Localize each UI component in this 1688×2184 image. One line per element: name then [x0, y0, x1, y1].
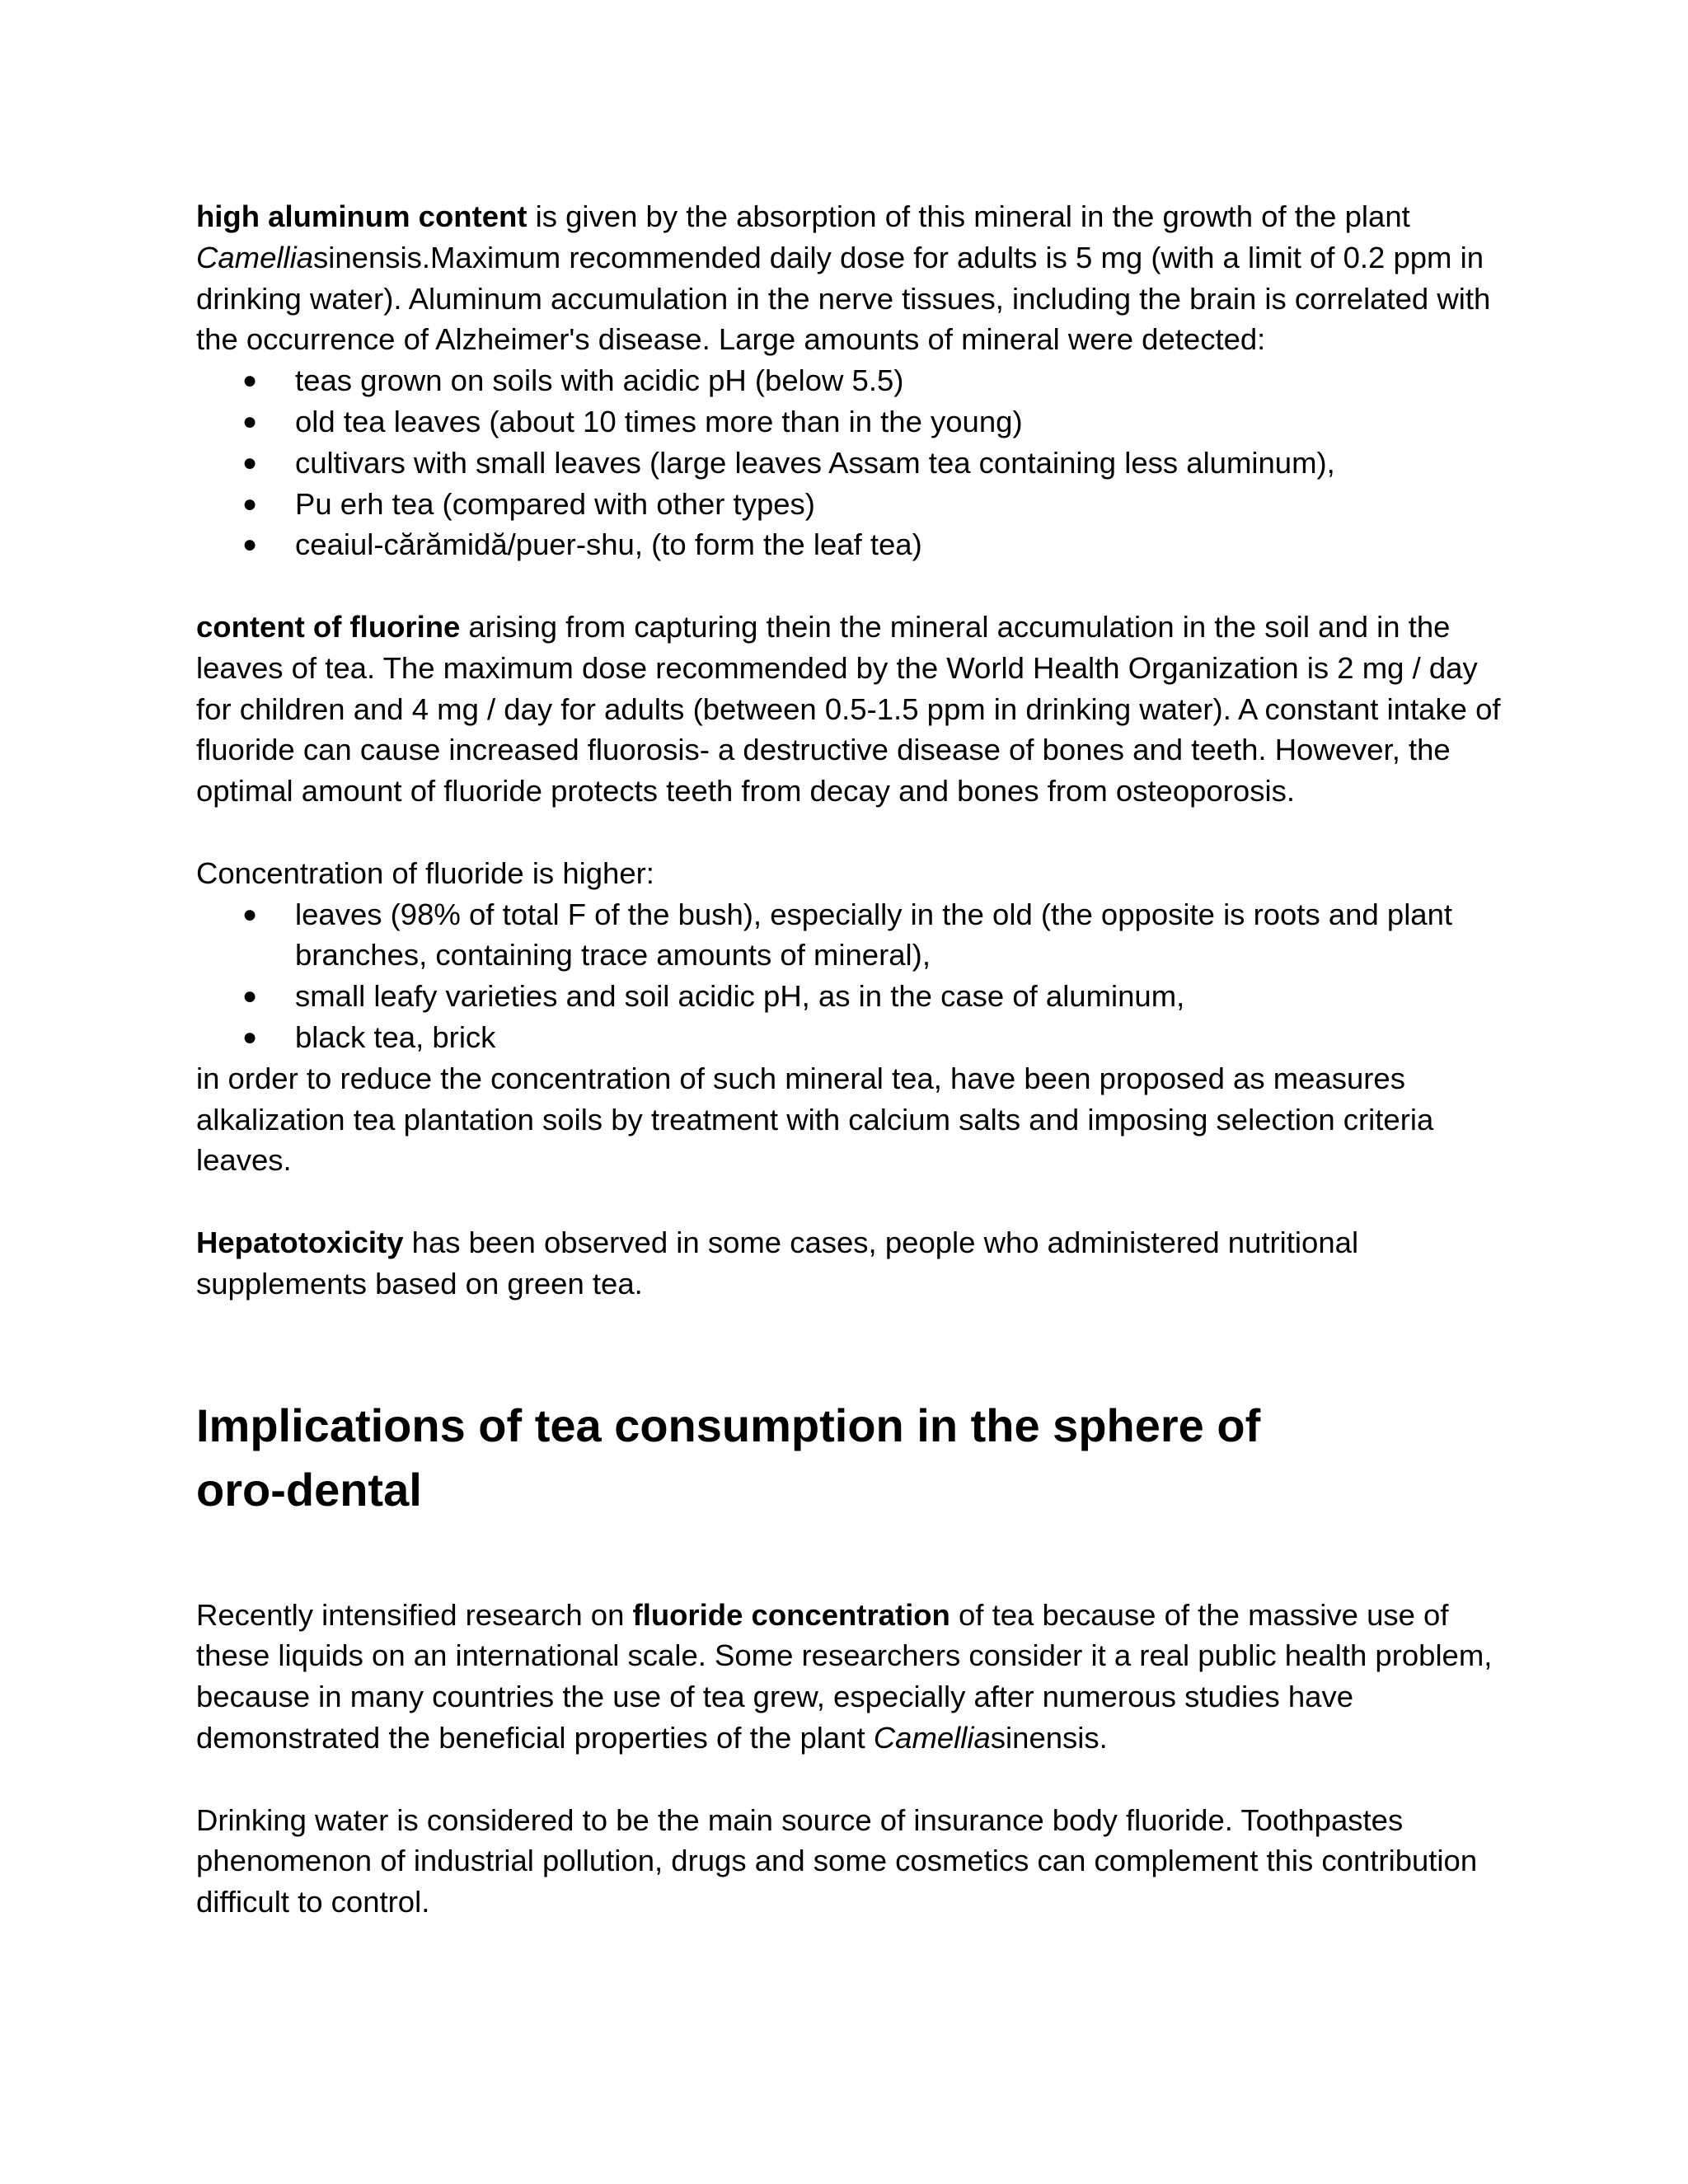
spacer [196, 1305, 1515, 1394]
list-item: ● small leafy varieties and soil acidic pH, as in the case of aluminum, [196, 976, 1515, 1017]
spacer [196, 1522, 1515, 1595]
species-genus: Camellia [873, 1720, 991, 1755]
list-item: ● leaves (98% of total F of the bush), especially in the old (the opposite is roots and plant branches, containing trace amounts of mineral), [196, 894, 1515, 977]
document-page [196, 196, 1515, 1923]
fluoride-concentration-term: fluoride concentration [632, 1597, 950, 1632]
hepatotoxicity-term: Hepatotoxicity [196, 1225, 404, 1259]
bullet-icon: ● [242, 531, 258, 559]
aluminum-term: high aluminum content [196, 199, 528, 233]
fluoride-bullet-list [196, 894, 1515, 1058]
spacer [196, 565, 1515, 607]
research-paragraph: Recently intensified research on fluoride concentration of tea because of the massive use of these liquids on an international scale. Some researchers consider it a real public health problem, because in many countries the use of tea grew, especially after numerous studies have demonstrated the beneficial properties of the plant Camelliasinensis. [196, 1597, 1493, 1755]
list-item: ● cultivars with small leaves (large leaves Assam tea containing less aluminum), [196, 443, 1515, 484]
concentration-intro: Concentration of fluoride is higher: [196, 855, 654, 890]
fluorine-paragraph: content of fluorine arising from capturing thein the mineral accumulation in the soil and in the leaves of tea. The maximum dose recommended by the World Health Organization is 2 mg / day for children and 4 mg / day for adults (between 0.5-1.5 ppm in drinking water). A constant intake of fluoride can cause increased fluorosis- a destructive disease of bones and teeth. However, the optimal amount of fluoride protects teeth from decay and bones from osteoporosis. [196, 609, 1501, 808]
bullet-icon: ● [242, 900, 258, 928]
species-genus: Camellia [196, 240, 313, 274]
bullet-icon: ● [242, 1023, 258, 1051]
hepatotoxicity-paragraph: Hepatotoxicity has been observed in some cases, people who administered nutritional supplements based on green tea. [196, 1225, 1359, 1301]
list-item: ● teas grown on soils with acidic pH (below 5.5) [196, 360, 1515, 401]
bullet-icon: ● [242, 367, 258, 395]
bullet-icon: ● [242, 490, 258, 518]
list-item: ● old tea leaves (about 10 times more than in the young) [196, 401, 1515, 443]
spacer [196, 1759, 1515, 1800]
concentration-outro: in order to reduce the concentration of such mineral tea, have been proposed as measures alkalization tea plantation soils by treatment with calcium salts and imposing selection criteria leaves. [196, 1061, 1434, 1178]
bullet-icon: ● [242, 982, 258, 1010]
bullet-icon: ● [242, 448, 258, 476]
aluminum-bullet-list [196, 360, 1515, 565]
drinking-water-paragraph: Drinking water is considered to be the main source of insurance body fluoride. Toothpastes phenomenon of industrial pollution, drugs and some cosmetics can complement this contribution difficult to control. [196, 1802, 1478, 1919]
list-item: ● Pu erh tea (compared with other types) [196, 484, 1515, 525]
bullet-icon: ● [242, 407, 258, 435]
spacer [196, 812, 1515, 853]
aluminum-paragraph: high aluminum content is given by the absorption of this mineral in the growth of the plant Camelliasinensis.Maximum recommended daily dose for adults is 5 mg (with a limit of 0.2 ppm in drinking water). Aluminum accumulation in the nerve tissues, including the brain is correlated with the occurrence of Alzheimer's disease. Large amounts of mineral were detected: [196, 199, 1491, 357]
fluorine-term: content of fluorine [196, 609, 461, 644]
spacer [196, 1181, 1515, 1222]
list-item: ● ceaiul-cărămidă/puer-shu, (to form the leaf tea) [196, 524, 1515, 565]
list-item: ● black tea, brick [196, 1017, 1515, 1058]
section-heading: Implications of tea consumption in the sphere of oro-dental [196, 1399, 1261, 1516]
